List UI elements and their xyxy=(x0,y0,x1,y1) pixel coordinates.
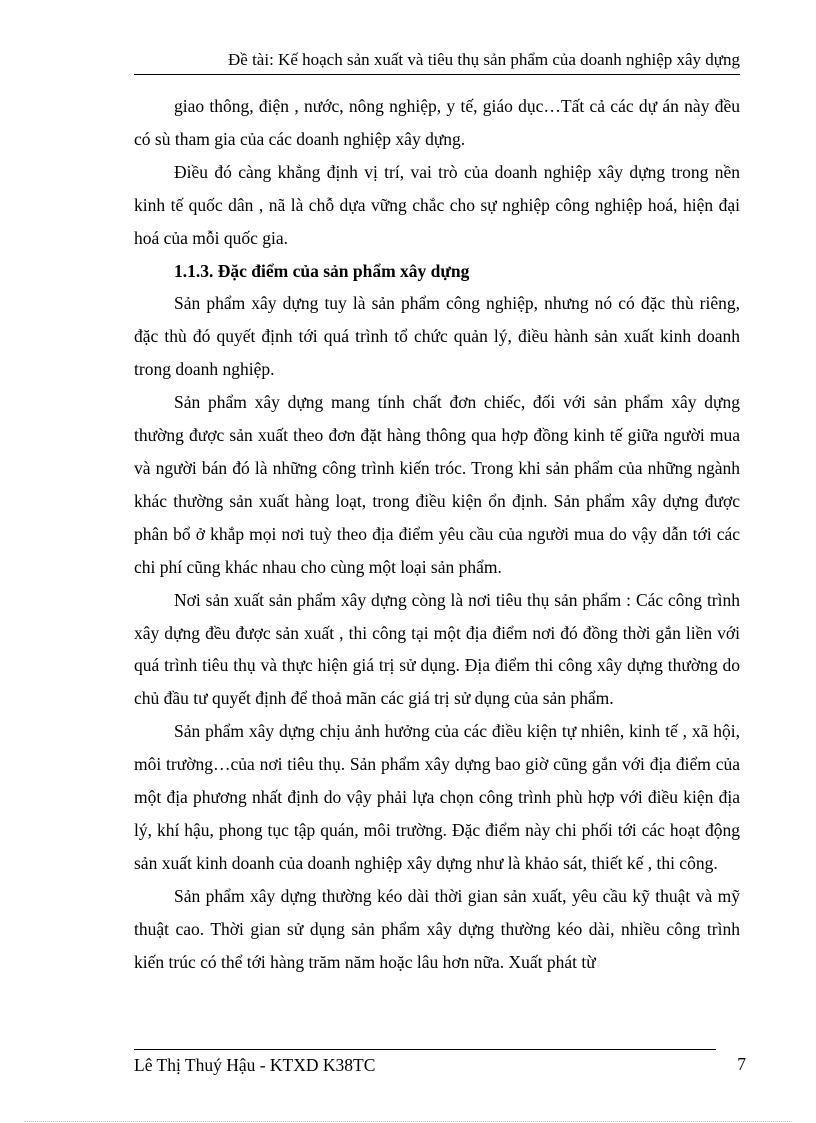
paragraph-1: giao thông, điện , nước, nông nghiệp, y tế, giáo dục…Tất cả các dự án này đều có sù tham gia của các doanh nghiệp xây dựng. xyxy=(134,96,740,149)
document-body xyxy=(134,90,740,978)
paragraph-5: Nơi sản xuất sản phẩm xây dựng còng là nơi tiêu thụ sản phẩm : Các công trình xây dựng đều được sản xuất , thi công tại một địa điểm nơi đó đồng thời gắn liền với quá trình tiêu thụ và thực hiện giá trị sử dụng. Địa điểm thi công xây dựng thường do chủ đầu tư quyết định để thoả mãn các giá trị sử dụng của sản phẩm. xyxy=(134,589,740,709)
section-heading: 1.1.3. Đặc điểm của sản phẩm xây dựng xyxy=(174,260,470,281)
page-bottom-border xyxy=(24,1121,792,1122)
page-header: Đề tài: Kế hoạch sản xuất và tiêu thụ sản phẩm của doanh nghiệp xây dựng xyxy=(134,46,740,75)
paragraph-6: Sản phẩm xây dựng chịu ảnh hưởng của các điều kiện tự nhiên, kinh tế , xã hội, môi trường…của nơi tiêu thụ. Sản phẩm xây dựng bao giờ cũng gắn với địa điểm của một địa phương nhất định do vậy phải lựa chọn công trình phù hợp với điều kiện địa lý, khí hậu, phong tục tập quán, môi trường. Đặc điểm này chi phối tới các hoạt động sản xuất kinh doanh của doanh nghiệp xây dựng như là khảo sát, thiết kế , thi công. xyxy=(134,721,740,873)
page-number: 7 xyxy=(737,1054,746,1074)
paragraph-7: Sản phẩm xây dựng thường kéo dài thời gian sản xuất, yêu cầu kỹ thuật và mỹ thuật cao. Thời gian sử dụng sản phẩm xây dựng thường kéo dài, nhiều công trình kiến trúc có thể tới hàng trăm năm hoặc lâu hơn nữa. Xuất phát từ xyxy=(134,885,740,972)
paragraph-4: Sản phẩm xây dựng mang tính chất đơn chiếc, đối với sản phẩm xây dựng thường được sản xuất theo đơn đặt hàng thông qua hợp đồng kinh tế giữa người mua và người bán đó là những công trình kiến tróc. Trong khi sản phẩm của những ngành khác thường sản xuất hàng loạt, trong điều kiện ổn định. Sản phẩm xây dựng được phân bổ ở khắp mọi nơi tuỳ theo địa điểm yêu cầu của người mua do vậy dẫn tới các chi phí cũng khác nhau cho cùng một loại sản phẩm. xyxy=(134,392,740,577)
paragraph-3: Sản phẩm xây dựng tuy là sản phẩm công nghiệp, nhưng nó có đặc thù riêng, đặc thù đó quyết định tới quá trình tổ chức quản lý, điều hành sản xuất kinh doanh trong doanh nghiệp. xyxy=(134,293,740,380)
footer-author: Lê Thị Thuý Hậu - KTXD K38TC xyxy=(134,1055,376,1075)
paragraph-2: Điều đó càng khẳng định vị trí, vai trò của doanh nghiệp xây dựng trong nền kinh tế quốc dân , nã là chỗ dựa vững chắc cho sự nghiệp công nghiệp hoá, hiện đại hoá của mỗi quốc gia. xyxy=(134,161,740,248)
footer-divider xyxy=(134,1049,716,1050)
